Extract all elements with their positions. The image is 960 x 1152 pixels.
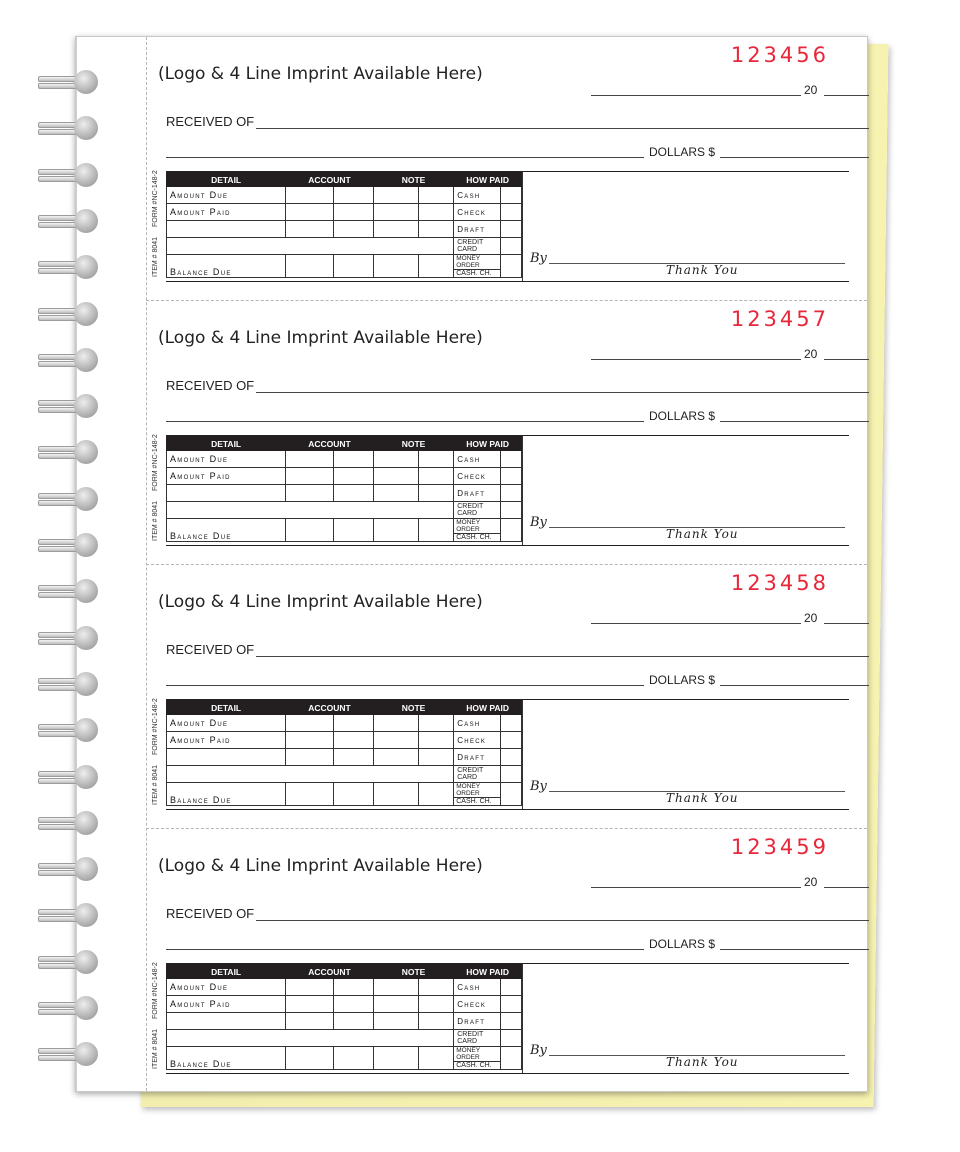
cell[interactable]: [167, 1013, 286, 1030]
spiral-ring: [28, 484, 108, 514]
cell[interactable]: [286, 715, 334, 732]
spiral-ring: [28, 391, 108, 421]
table-row: [167, 204, 522, 221]
cell[interactable]: [167, 1030, 454, 1047]
draft-checkbox[interactable]: [501, 485, 522, 502]
spiral-ring: [28, 808, 108, 838]
cash-checkbox[interactable]: [501, 715, 522, 732]
draft-checkbox[interactable]: [501, 221, 522, 238]
spiral-ring: [28, 160, 108, 190]
receipt-number: 123457: [730, 307, 829, 331]
divider: [166, 1073, 849, 1074]
table-row: [167, 1013, 522, 1030]
dollars-amount-field[interactable]: [720, 685, 869, 686]
spine-edge: [76, 37, 77, 1091]
received-of-field[interactable]: [256, 656, 869, 657]
cell[interactable]: [373, 221, 419, 238]
cell[interactable]: [286, 1047, 334, 1070]
spiral-ring: [28, 623, 108, 653]
receipt: [146, 565, 867, 829]
detail-header: DETAIL: [167, 173, 286, 187]
form-code: FORM #NC-148-2: [152, 170, 159, 227]
table-row: [167, 1047, 522, 1070]
draft-label: Draft: [454, 1013, 501, 1030]
check-label: Check: [454, 732, 501, 749]
cash-checkbox[interactable]: [501, 979, 522, 996]
spiral-ring: [28, 299, 108, 329]
divider: [522, 699, 523, 809]
table-row: [167, 519, 522, 542]
money-order-label: MONEY ORDER: [454, 255, 500, 270]
cell[interactable]: [373, 519, 419, 542]
table-row: [167, 996, 522, 1013]
amount-words-field[interactable]: [166, 949, 644, 950]
cell[interactable]: [419, 783, 454, 806]
cell[interactable]: [373, 732, 419, 749]
year-prefix: 20: [804, 83, 818, 97]
receipt: [146, 829, 867, 1093]
spiral-ring: [28, 576, 108, 606]
cell[interactable]: [373, 979, 419, 996]
money-order-checkbox[interactable]: [501, 519, 522, 542]
table-row: [167, 1030, 522, 1047]
account-header: ACCOUNT: [286, 965, 374, 979]
how-paid-header: HOW PAID: [454, 701, 522, 715]
year-prefix: 20: [804, 347, 818, 361]
cell[interactable]: [333, 485, 373, 502]
date-field[interactable]: [591, 359, 801, 360]
cell[interactable]: [419, 979, 454, 996]
received-of-field[interactable]: [256, 392, 869, 393]
cell[interactable]: [286, 468, 334, 485]
by-label: By: [530, 251, 547, 266]
receipt-book-page: [75, 36, 868, 1092]
cell[interactable]: [167, 749, 286, 766]
dollars-label: DOLLARS $: [649, 409, 716, 423]
spiral-ring: [28, 900, 108, 930]
cell[interactable]: [333, 468, 373, 485]
draft-label: Draft: [454, 485, 501, 502]
cell[interactable]: [373, 749, 419, 766]
receipt: [146, 301, 867, 565]
payment-table: [166, 172, 522, 278]
note-header: NOTE: [373, 173, 453, 187]
logo-imprint-placeholder: (Logo & 4 Line Imprint Available Here): [158, 856, 483, 876]
payment-table: [166, 964, 522, 1070]
thank-you-text: Thank You: [666, 1055, 739, 1069]
credit-card-label: CREDIT CARD: [454, 766, 501, 783]
money-order-checkbox[interactable]: [501, 1047, 522, 1070]
item-code: ITEM # 8041: [152, 1028, 159, 1069]
cell[interactable]: [373, 1047, 419, 1070]
received-of-label: RECEIVED OF: [166, 378, 255, 393]
balance-due-label: Balance Due: [167, 1047, 286, 1070]
cell[interactable]: [333, 1013, 373, 1030]
account-header: ACCOUNT: [286, 437, 374, 451]
cell[interactable]: [373, 255, 419, 278]
amount-due-label: Amount Due: [167, 187, 286, 204]
date-field[interactable]: [591, 623, 801, 624]
cell[interactable]: [373, 1013, 419, 1030]
spiral-ring: [28, 715, 108, 745]
draft-checkbox[interactable]: [501, 1013, 522, 1030]
spiral-ring: [28, 669, 108, 699]
cell[interactable]: [286, 1013, 334, 1030]
logo-imprint-placeholder: (Logo & 4 Line Imprint Available Here): [158, 328, 483, 348]
cell[interactable]: [333, 783, 373, 806]
spiral-ring: [28, 345, 108, 375]
cashiers-check-label: CASH. CH.: [456, 270, 492, 277]
form-code: FORM #NC-148-2: [152, 434, 159, 491]
amount-paid-label: Amount Paid: [167, 996, 286, 1013]
received-of-label: RECEIVED OF: [166, 906, 255, 921]
received-of-label: RECEIVED OF: [166, 642, 255, 657]
cell[interactable]: [373, 783, 419, 806]
table-row: [167, 451, 522, 468]
spiral-ring: [28, 947, 108, 977]
divider: [166, 809, 849, 810]
cell[interactable]: [373, 187, 419, 204]
cell[interactable]: [419, 485, 454, 502]
spiral-ring: [28, 1039, 108, 1069]
cell[interactable]: [333, 979, 373, 996]
cell[interactable]: [333, 451, 373, 468]
by-label: By: [530, 515, 547, 530]
year-prefix: 20: [804, 611, 818, 625]
money-order-label: MONEY ORDER: [454, 1047, 500, 1062]
detail-header: DETAIL: [167, 965, 286, 979]
cell[interactable]: [286, 485, 334, 502]
divider: [166, 545, 849, 546]
spiral-ring: [28, 113, 108, 143]
table-row: [167, 715, 522, 732]
table-row: [167, 187, 522, 204]
cell[interactable]: [419, 204, 454, 221]
how-paid-header: HOW PAID: [454, 173, 522, 187]
amount-due-label: Amount Due: [167, 715, 286, 732]
cell[interactable]: [419, 749, 454, 766]
year-field[interactable]: [824, 887, 869, 888]
item-code: ITEM # 8041: [152, 236, 159, 277]
date-field[interactable]: [591, 887, 801, 888]
spiral-ring: [28, 854, 108, 884]
received-of-field[interactable]: [256, 128, 869, 129]
cash-label: Cash: [454, 187, 501, 204]
cell[interactable]: [333, 1047, 373, 1070]
amount-words-field[interactable]: [166, 157, 644, 158]
cashiers-check-label: CASH. CH.: [456, 1062, 492, 1069]
received-of-label: RECEIVED OF: [166, 114, 255, 129]
cell[interactable]: [419, 996, 454, 1013]
payment-table: [166, 436, 522, 542]
dollars-amount-field[interactable]: [720, 421, 869, 422]
logo-imprint-placeholder: (Logo & 4 Line Imprint Available Here): [158, 64, 483, 84]
divider: [522, 963, 523, 1073]
balance-due-label: Balance Due: [167, 519, 286, 542]
thank-you-text: Thank You: [666, 527, 739, 541]
form-code: FORM #NC-148-2: [152, 962, 159, 1019]
form-code: FORM #NC-148-2: [152, 698, 159, 755]
credit-card-checkbox[interactable]: [501, 502, 522, 519]
credit-card-label: CREDIT CARD: [454, 502, 501, 519]
date-field[interactable]: [591, 95, 801, 96]
check-label: Check: [454, 204, 501, 221]
dollars-label: DOLLARS $: [649, 673, 716, 687]
draft-label: Draft: [454, 221, 501, 238]
cash-checkbox[interactable]: [501, 451, 522, 468]
spiral-ring: [28, 530, 108, 560]
note-header: NOTE: [373, 701, 453, 715]
year-prefix: 20: [804, 875, 818, 889]
cash-label: Cash: [454, 715, 501, 732]
cell[interactable]: [333, 204, 373, 221]
cell[interactable]: [286, 749, 334, 766]
money-order-label: MONEY ORDER: [454, 783, 500, 798]
divider: [522, 435, 523, 545]
cell[interactable]: [286, 732, 334, 749]
spiral-ring: [28, 993, 108, 1023]
cell[interactable]: [333, 732, 373, 749]
cell[interactable]: [333, 187, 373, 204]
cell[interactable]: [373, 715, 419, 732]
cell[interactable]: [333, 255, 373, 278]
credit-card-label: CREDIT CARD: [454, 238, 501, 255]
by-label: By: [530, 779, 547, 794]
cell[interactable]: [333, 715, 373, 732]
receipt-number: 123458: [730, 571, 829, 595]
by-label: By: [530, 1043, 547, 1058]
cell[interactable]: [167, 766, 454, 783]
amount-words-field[interactable]: [166, 685, 644, 686]
money-order-label: MONEY ORDER: [454, 519, 500, 534]
table-row: [167, 979, 522, 996]
cash-checkbox[interactable]: [501, 187, 522, 204]
cashiers-check-label: CASH. CH.: [456, 798, 492, 805]
check-checkbox[interactable]: [501, 204, 522, 221]
cell[interactable]: [333, 749, 373, 766]
cell[interactable]: [373, 468, 419, 485]
amount-due-label: Amount Due: [167, 451, 286, 468]
cell[interactable]: [286, 204, 334, 221]
table-row: [167, 238, 522, 255]
cell[interactable]: [419, 255, 454, 278]
cell[interactable]: [419, 187, 454, 204]
table-row: [167, 732, 522, 749]
cell[interactable]: [286, 783, 334, 806]
cell[interactable]: [167, 502, 454, 519]
credit-card-checkbox[interactable]: [501, 766, 522, 783]
account-header: ACCOUNT: [286, 173, 374, 187]
cell[interactable]: [167, 221, 286, 238]
cell[interactable]: [419, 468, 454, 485]
table-row: [167, 255, 522, 278]
credit-card-label: CREDIT CARD: [454, 1030, 501, 1047]
balance-due-label: Balance Due: [167, 255, 286, 278]
check-label: Check: [454, 996, 501, 1013]
balance-due-label: Balance Due: [167, 783, 286, 806]
cell[interactable]: [373, 451, 419, 468]
spiral-ring: [28, 206, 108, 236]
how-paid-header: HOW PAID: [454, 437, 522, 451]
receipt-number: 123459: [730, 835, 829, 859]
cell[interactable]: [419, 732, 454, 749]
spiral-ring: [28, 252, 108, 282]
year-field[interactable]: [824, 95, 869, 96]
table-row: [167, 485, 522, 502]
amount-paid-label: Amount Paid: [167, 204, 286, 221]
cell[interactable]: [333, 221, 373, 238]
cell[interactable]: [286, 187, 334, 204]
how-paid-header: HOW PAID: [454, 965, 522, 979]
draft-checkbox[interactable]: [501, 749, 522, 766]
divider: [522, 171, 523, 281]
table-row: [167, 749, 522, 766]
spiral-ring: [28, 67, 108, 97]
account-header: ACCOUNT: [286, 701, 374, 715]
dollars-amount-field[interactable]: [720, 157, 869, 158]
detail-header: DETAIL: [167, 701, 286, 715]
receipt: [146, 37, 867, 301]
cell[interactable]: [419, 451, 454, 468]
spiral-ring: [28, 762, 108, 792]
cell[interactable]: [286, 996, 334, 1013]
year-field[interactable]: [824, 623, 869, 624]
cell[interactable]: [373, 485, 419, 502]
amount-paid-label: Amount Paid: [167, 732, 286, 749]
cell[interactable]: [286, 221, 334, 238]
cell[interactable]: [333, 996, 373, 1013]
cell[interactable]: [286, 979, 334, 996]
table-row: [167, 766, 522, 783]
cell[interactable]: [419, 221, 454, 238]
item-code: ITEM # 8041: [152, 500, 159, 541]
dollars-amount-field[interactable]: [720, 949, 869, 950]
dollars-label: DOLLARS $: [649, 145, 716, 159]
year-field[interactable]: [824, 359, 869, 360]
cell[interactable]: [419, 1047, 454, 1070]
check-checkbox[interactable]: [501, 996, 522, 1013]
draft-label: Draft: [454, 749, 501, 766]
cash-label: Cash: [454, 451, 501, 468]
check-checkbox[interactable]: [501, 732, 522, 749]
cashiers-check-label: CASH. CH.: [456, 534, 492, 541]
amount-paid-label: Amount Paid: [167, 468, 286, 485]
receipt-number: 123456: [730, 43, 829, 67]
cell[interactable]: [286, 255, 334, 278]
cell[interactable]: [419, 1013, 454, 1030]
cell[interactable]: [286, 519, 334, 542]
dollars-label: DOLLARS $: [649, 937, 716, 951]
detail-header: DETAIL: [167, 437, 286, 451]
money-order-checkbox[interactable]: [501, 783, 522, 806]
received-of-field[interactable]: [256, 920, 869, 921]
check-label: Check: [454, 468, 501, 485]
amount-due-label: Amount Due: [167, 979, 286, 996]
cell[interactable]: [167, 238, 454, 255]
cell[interactable]: [373, 996, 419, 1013]
cell[interactable]: [167, 485, 286, 502]
table-row: [167, 783, 522, 806]
spiral-ring: [28, 437, 108, 467]
check-checkbox[interactable]: [501, 468, 522, 485]
logo-imprint-placeholder: (Logo & 4 Line Imprint Available Here): [158, 592, 483, 612]
thank-you-text: Thank You: [666, 263, 739, 277]
cell[interactable]: [419, 519, 454, 542]
credit-card-checkbox[interactable]: [501, 1030, 522, 1047]
table-row: [167, 221, 522, 238]
amount-words-field[interactable]: [166, 421, 644, 422]
money-order-checkbox[interactable]: [501, 255, 522, 278]
note-header: NOTE: [373, 965, 453, 979]
cell[interactable]: [373, 204, 419, 221]
cash-label: Cash: [454, 979, 501, 996]
divider: [166, 281, 849, 282]
table-row: [167, 502, 522, 519]
credit-card-checkbox[interactable]: [501, 238, 522, 255]
cell[interactable]: [333, 519, 373, 542]
note-header: NOTE: [373, 437, 453, 451]
item-code: ITEM # 8041: [152, 764, 159, 805]
cell[interactable]: [419, 715, 454, 732]
payment-table: [166, 700, 522, 806]
table-row: [167, 468, 522, 485]
cell[interactable]: [286, 451, 334, 468]
thank-you-text: Thank You: [666, 791, 739, 805]
